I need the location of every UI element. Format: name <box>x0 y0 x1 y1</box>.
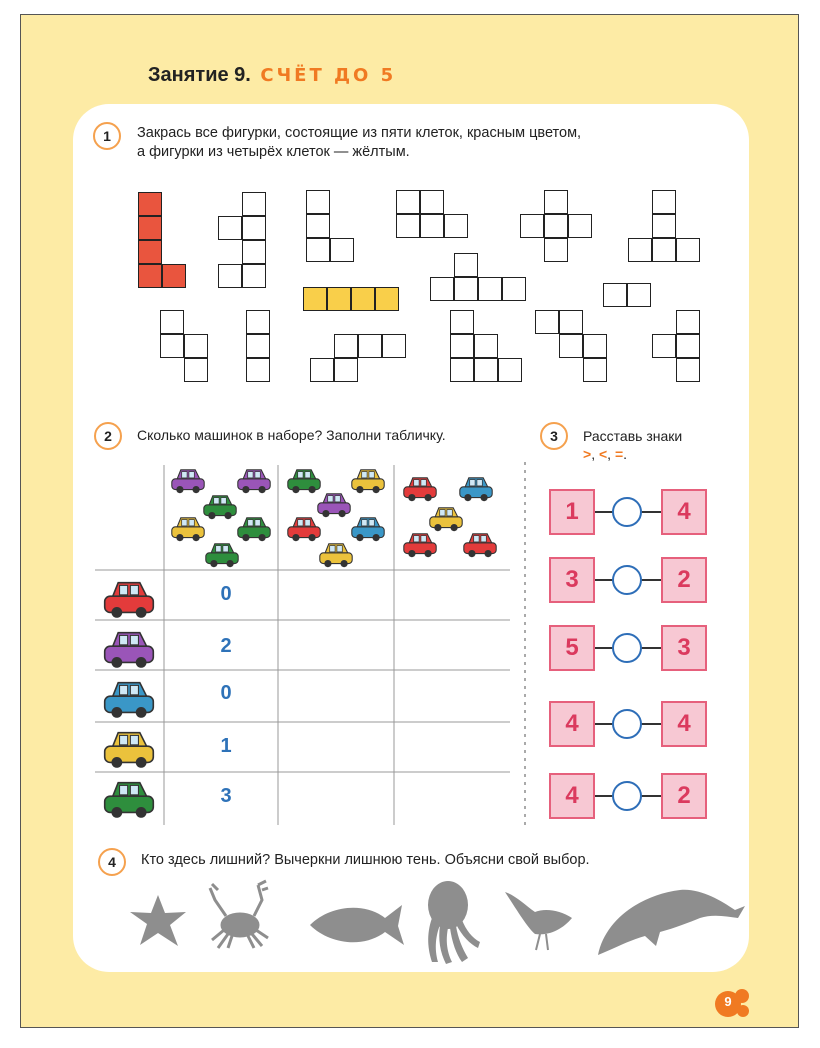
lesson-topic: СЧЁТ ДО 5 <box>260 65 397 86</box>
task-2-number: 2 <box>94 422 122 450</box>
task-4-instruction: Кто здесь лишний? Вычеркни лишнюю тень. Объясни свой выбор. <box>141 852 590 868</box>
task-1-instruction-line2: а фигурки из четырёх клеток — жёлтым. <box>137 144 410 160</box>
fish-icon[interactable] <box>310 905 404 945</box>
task-1-instruction-line1: Закрась все фигурки, состоящие из пяти клеток, красным цветом, <box>137 125 582 141</box>
task-1-number: 1 <box>93 122 121 150</box>
right-number: 4 <box>661 701 707 747</box>
left-number: 1 <box>549 489 595 535</box>
task-3-instruction: Расставь знаки <box>583 428 683 444</box>
sign-greater: > <box>583 446 592 462</box>
count-red[interactable]: 0 <box>220 583 232 605</box>
left-number: 4 <box>549 773 595 819</box>
right-number: 2 <box>661 773 707 819</box>
right-number: 4 <box>661 489 707 535</box>
task-3-signs: >, <, =. <box>583 446 628 462</box>
count-purple[interactable]: 2 <box>220 635 232 657</box>
left-number: 5 <box>549 625 595 671</box>
right-number: 3 <box>661 625 707 671</box>
right-number: 2 <box>661 557 707 603</box>
sign-less: < <box>598 446 608 462</box>
task-2-instruction: Сколько машинок в наборе? Заполни табличку. <box>137 427 446 443</box>
bird-icon[interactable] <box>505 892 572 950</box>
crab-icon[interactable] <box>210 881 268 948</box>
octopus-icon[interactable] <box>428 881 480 964</box>
count-yellow[interactable]: 1 <box>220 735 232 757</box>
task-3-number: 3 <box>540 422 568 450</box>
count-blue[interactable]: 0 <box>220 682 232 704</box>
lesson-prefix: Занятие 9. <box>148 64 251 86</box>
starfish-icon[interactable] <box>130 895 186 946</box>
left-number: 3 <box>549 557 595 603</box>
page-number: 9 <box>724 994 732 1009</box>
count-green[interactable]: 3 <box>220 785 232 807</box>
dolphin-icon[interactable] <box>598 890 745 955</box>
task-4-number: 4 <box>98 848 126 876</box>
sign-equal: = <box>614 446 624 462</box>
left-number: 4 <box>549 701 595 747</box>
